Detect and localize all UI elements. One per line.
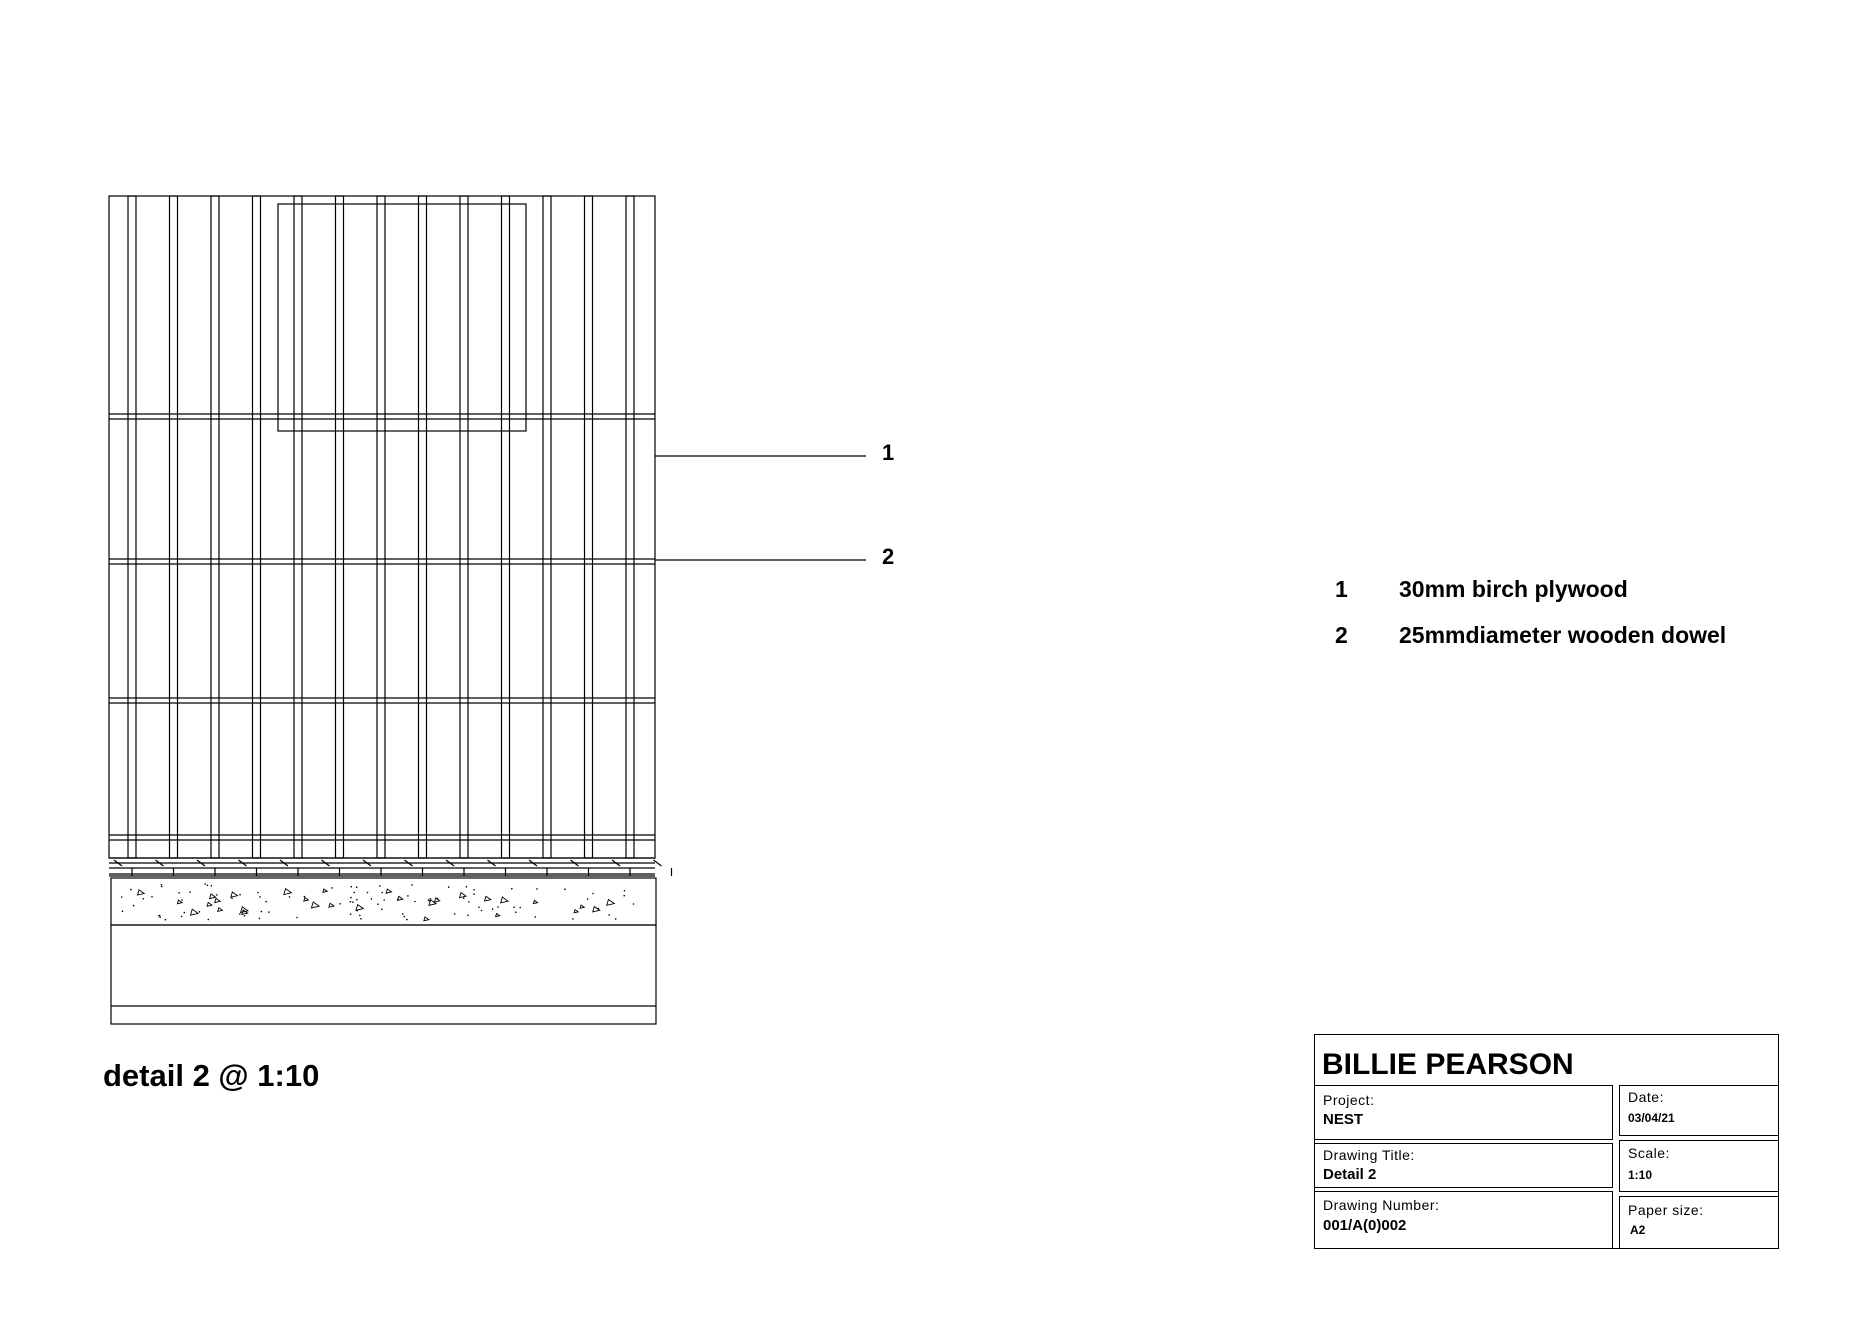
concrete-speck bbox=[207, 885, 209, 887]
concrete-speck bbox=[189, 891, 191, 893]
concrete-speck bbox=[259, 896, 261, 898]
concrete-aggregate bbox=[210, 894, 216, 899]
concrete-aggregate bbox=[207, 903, 212, 907]
concrete-aggregate bbox=[284, 889, 292, 895]
concrete-speck bbox=[519, 907, 521, 909]
concrete-speck bbox=[239, 894, 241, 896]
concrete-aggregate bbox=[434, 898, 439, 902]
concrete-speck bbox=[473, 889, 475, 891]
dowel bbox=[170, 196, 178, 858]
concrete-aggregate bbox=[177, 900, 182, 904]
dowel bbox=[543, 196, 551, 858]
concrete-speck bbox=[467, 915, 469, 917]
concrete-speck bbox=[216, 894, 218, 896]
concrete-speck bbox=[257, 892, 259, 894]
dowel bbox=[626, 196, 634, 858]
dowel bbox=[128, 196, 136, 858]
concrete-speck bbox=[244, 915, 246, 917]
legend-text: 25mmdiameter wooden dowel bbox=[1399, 622, 1727, 648]
concrete-speck bbox=[339, 903, 341, 905]
concrete-aggregate bbox=[580, 905, 584, 908]
concrete-speck bbox=[587, 898, 589, 900]
concrete-speck bbox=[478, 907, 480, 909]
concrete-speck bbox=[351, 886, 353, 888]
concrete-aggregate bbox=[311, 902, 319, 908]
concrete-speck bbox=[536, 888, 538, 890]
concrete-speck bbox=[181, 899, 183, 901]
concrete-aggregate bbox=[593, 907, 600, 912]
concrete-speck bbox=[159, 917, 161, 919]
concrete-speck bbox=[356, 899, 358, 901]
concrete-speck bbox=[379, 885, 381, 887]
concrete-speck bbox=[181, 916, 183, 918]
frame-outline bbox=[109, 196, 655, 858]
concrete-speck bbox=[468, 901, 470, 903]
concrete-speck bbox=[259, 918, 261, 920]
concrete-speck bbox=[350, 901, 352, 903]
dowel-elevation bbox=[109, 196, 672, 1024]
concrete-speck bbox=[151, 896, 153, 898]
callout-number-2: 2 bbox=[882, 544, 895, 569]
concrete-speck bbox=[592, 893, 594, 895]
concrete-speck bbox=[383, 899, 385, 901]
callout-number-1: 1 bbox=[882, 440, 895, 465]
concrete-speck bbox=[511, 888, 513, 890]
concrete-aggregate bbox=[574, 910, 578, 913]
concrete-speck bbox=[615, 918, 617, 920]
dowel bbox=[377, 196, 385, 858]
paper-size-label: Paper size: bbox=[1628, 1202, 1704, 1218]
concrete-aggregate bbox=[137, 890, 144, 895]
concrete-speck bbox=[463, 897, 465, 899]
concrete-speck bbox=[564, 888, 566, 890]
concrete-aggregate bbox=[323, 889, 327, 892]
concrete-aggregate bbox=[386, 889, 391, 893]
concrete-speck bbox=[199, 911, 201, 913]
concrete-speck bbox=[359, 915, 361, 917]
concrete-aggregate bbox=[398, 896, 403, 900]
concrete-speck bbox=[161, 884, 163, 886]
concrete-aggregate bbox=[190, 909, 198, 915]
concrete-speck bbox=[414, 901, 416, 903]
paper-size-value: A2 bbox=[1630, 1223, 1646, 1237]
concrete-speck bbox=[353, 892, 355, 894]
callout-leaders bbox=[655, 456, 866, 560]
concrete-speck bbox=[377, 903, 379, 905]
concrete-speck bbox=[367, 892, 369, 894]
scale-label: Scale: bbox=[1628, 1145, 1670, 1161]
concrete-speck bbox=[535, 916, 537, 918]
floor-slab bbox=[111, 925, 656, 1024]
concrete-speck bbox=[402, 913, 404, 915]
concrete-speck bbox=[623, 895, 625, 897]
concrete-speck bbox=[165, 919, 167, 921]
concrete-aggregate bbox=[356, 905, 363, 911]
concrete-speck bbox=[624, 890, 626, 892]
concrete-speck bbox=[161, 886, 163, 888]
detail-caption: detail 2 @ 1:10 bbox=[103, 1058, 320, 1093]
concrete-speck bbox=[184, 912, 186, 914]
concrete-speck bbox=[352, 901, 354, 903]
concrete-speck bbox=[208, 919, 210, 921]
concrete-speck bbox=[381, 909, 383, 911]
concrete-speck bbox=[261, 911, 263, 913]
concrete-speck bbox=[466, 886, 468, 888]
concrete-speck bbox=[231, 897, 233, 899]
dowel bbox=[294, 196, 302, 858]
concrete-speck bbox=[492, 908, 494, 910]
concrete-speck bbox=[133, 905, 135, 907]
concrete-aggregate bbox=[501, 897, 508, 903]
concrete-speck bbox=[608, 914, 610, 916]
concrete-speck bbox=[296, 917, 298, 919]
project-label: Project: bbox=[1323, 1092, 1375, 1108]
concrete-speck bbox=[122, 910, 124, 912]
opening-outline bbox=[278, 204, 526, 431]
dowel bbox=[211, 196, 219, 858]
concrete-speck bbox=[454, 913, 456, 915]
concrete-aggregate bbox=[424, 917, 429, 921]
concrete-speck bbox=[239, 913, 241, 915]
concrete-speck bbox=[403, 916, 405, 918]
dowel bbox=[336, 196, 344, 858]
dowel bbox=[419, 196, 427, 858]
concrete-aggregate bbox=[533, 900, 537, 903]
concrete-speck bbox=[411, 884, 413, 886]
concrete-speck bbox=[178, 892, 180, 894]
dowel bbox=[253, 196, 261, 858]
concrete-speck bbox=[204, 883, 206, 885]
concrete-speck bbox=[481, 910, 483, 912]
legend-item bbox=[1335, 576, 1628, 603]
scale-value: 1:10 bbox=[1628, 1168, 1653, 1182]
legend-number: 1 bbox=[1335, 576, 1348, 602]
drawing-number-label: Drawing Number: bbox=[1323, 1197, 1440, 1213]
dowel bbox=[502, 196, 510, 858]
concrete-aggregate bbox=[304, 898, 309, 901]
concrete-aggregate bbox=[218, 908, 223, 912]
concrete-aggregate bbox=[215, 898, 221, 902]
concrete-aggregate bbox=[460, 893, 467, 898]
legend-item bbox=[1335, 622, 1726, 649]
concrete-speck bbox=[211, 885, 213, 887]
legend-number: 2 bbox=[1335, 622, 1348, 648]
concrete-speck bbox=[406, 919, 408, 921]
legend-text: 30mm birch plywood bbox=[1399, 576, 1628, 602]
concrete-speck bbox=[513, 906, 515, 908]
concrete-speck bbox=[360, 918, 362, 920]
author-name: BILLIE PEARSON bbox=[1322, 1048, 1574, 1081]
concrete-speck bbox=[473, 893, 475, 895]
concrete-aggregate bbox=[241, 907, 248, 913]
date-label: Date: bbox=[1628, 1089, 1664, 1105]
concrete-speck bbox=[356, 886, 358, 888]
concrete-aggregate bbox=[496, 914, 500, 917]
concrete-speck bbox=[268, 911, 270, 913]
concrete-speck bbox=[158, 915, 160, 917]
concrete-speck bbox=[265, 901, 267, 903]
drawing-title-label: Drawing Title: bbox=[1323, 1147, 1415, 1163]
concrete-speck bbox=[515, 911, 517, 913]
concrete-aggregate bbox=[485, 896, 491, 901]
dowel bbox=[585, 196, 593, 858]
date-value: 03/04/21 bbox=[1628, 1111, 1675, 1125]
project-value: NEST bbox=[1323, 1111, 1364, 1128]
drawing-title-value: Detail 2 bbox=[1323, 1166, 1377, 1183]
concrete-speck bbox=[407, 895, 409, 897]
concrete-aggregate bbox=[231, 892, 238, 897]
concrete-speck bbox=[121, 896, 123, 898]
concrete-speck bbox=[350, 897, 352, 899]
concrete-speck bbox=[289, 896, 291, 898]
concrete-speck bbox=[143, 898, 145, 900]
concrete-aggregate bbox=[329, 903, 334, 907]
concrete-speck bbox=[130, 889, 132, 891]
concrete-speck bbox=[572, 918, 574, 920]
concrete-speck bbox=[371, 898, 373, 900]
concrete-aggregate bbox=[607, 899, 615, 905]
dowel bbox=[460, 196, 468, 858]
concrete-speck bbox=[497, 906, 499, 908]
concrete-speck bbox=[448, 886, 450, 888]
concrete-speck bbox=[331, 887, 333, 889]
concrete-speck bbox=[381, 892, 383, 894]
drawing-number-value: 001/A(0)002 bbox=[1323, 1217, 1407, 1234]
concrete-speck bbox=[633, 903, 635, 905]
concrete-layer bbox=[111, 878, 656, 925]
concrete-speck bbox=[350, 913, 352, 915]
